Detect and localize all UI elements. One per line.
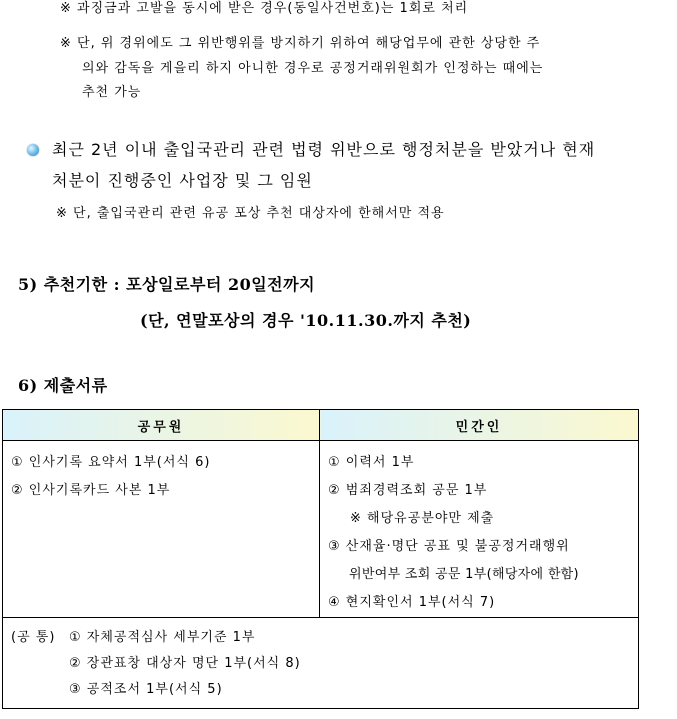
common-item: ③ 공적조서 1부(서식 5) [69, 682, 223, 697]
note-exception-line1: ※ 단, 위 경위에도 그 위반행위를 방지하기 위하여 해당업무에 관한 상당한 주 [60, 36, 541, 51]
private-item: ④ 현지확인서 1부(서식 7) [328, 595, 496, 610]
documents-table [2, 409, 639, 709]
bullet-line1: 최근 2년 이내 출입국관리 관련 법령 위반으로 행정처분을 받았거나 현재 [52, 140, 596, 159]
bullet-note: ※ 단, 출입국관리 관련 유공 포상 추천 대상자에 한해서만 적용 [56, 206, 445, 221]
public-item: ① 인사기록 요약서 1부(서식 6) [11, 455, 211, 470]
private-item: ① 이력서 1부 [328, 455, 415, 470]
private-item-continued: 위반여부 조회 공문 1부(해당자에 한함) [349, 567, 579, 582]
header-public-servant: 공무원 [3, 410, 320, 441]
common-item: ① 자체공적심사 세부기준 1부 [69, 630, 256, 645]
common-label: (공 통) [11, 630, 56, 645]
public-item: ② 인사기록카드 사본 1부 [11, 483, 171, 498]
note-exception-line2: 의와 감독을 게을리 하지 아니한 경우로 공정거래위원회가 인정하는 때에는 [82, 61, 544, 76]
note-penalty-once: ※ 과징금과 고발을 동시에 받은 경우(동일사건번호)는 1회로 처리 [60, 1, 469, 16]
bullet-icon [27, 144, 39, 156]
note-exception-line3: 추천 가능 [82, 85, 142, 100]
bullet-line2: 처분이 진행중인 사업장 및 그 임원 [52, 171, 313, 190]
common-documents-cell [3, 618, 639, 709]
private-item: ② 범죄경력조회 공문 1부 [328, 483, 488, 498]
private-documents-cell [320, 441, 639, 618]
section-5-title: 5) 추천기한 : 포상일로부터 20일전까지 [18, 275, 316, 294]
common-item: ② 장관표창 대상자 명단 1부(서식 8) [69, 656, 301, 671]
private-item: ③ 산재율·명단 공표 및 불공정거래행위 [328, 539, 570, 554]
section-5-subtitle: (단, 연말포상의 경우 '10.11.30.까지 추천) [140, 311, 472, 330]
private-item-note: ※ 해당유공분야만 제출 [350, 511, 495, 526]
section-6-title: 6) 제출서류 [18, 376, 108, 395]
header-private-person: 민간인 [320, 410, 639, 441]
public-documents-cell [3, 441, 320, 618]
